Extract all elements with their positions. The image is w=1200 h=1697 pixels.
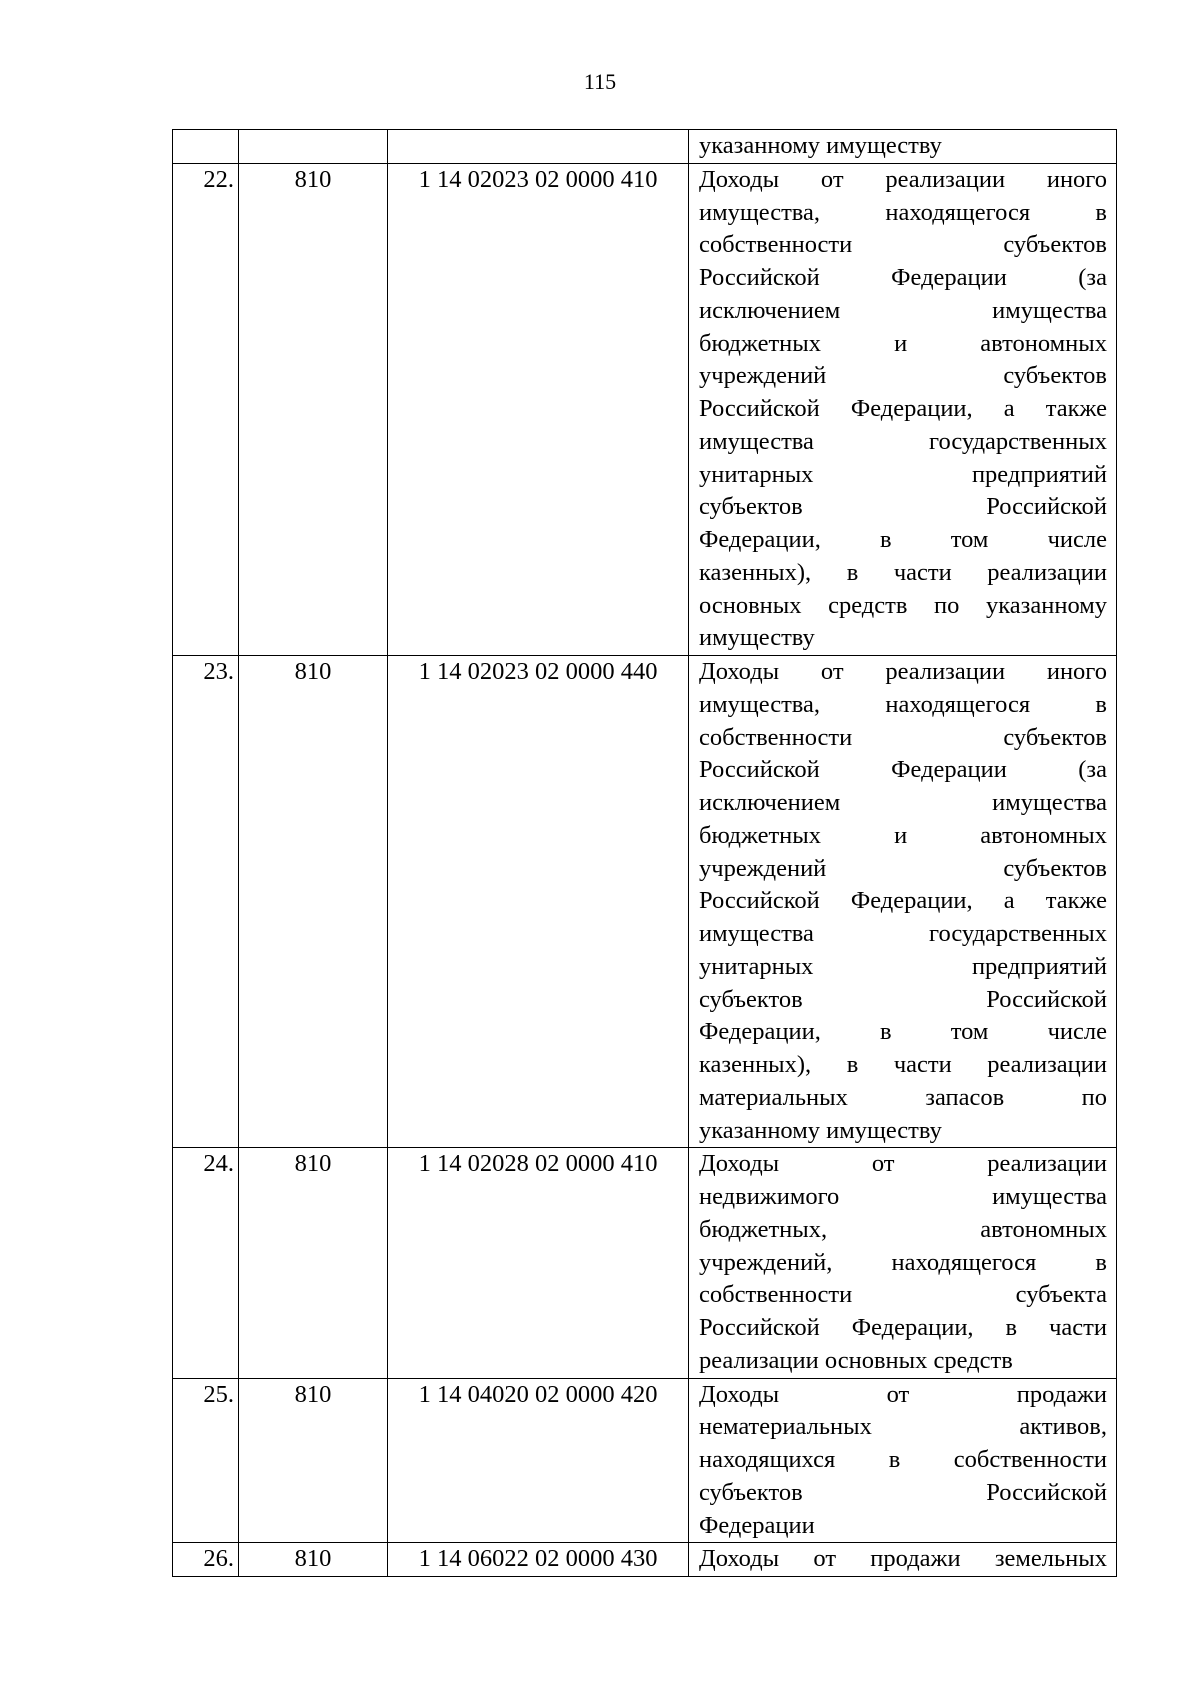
description-line: материальных запасов по (699, 1083, 1107, 1111)
revenue-description-cell (689, 1543, 1117, 1577)
row-number-cell: 24. (173, 1148, 239, 1378)
description-line: имущества государственных (699, 427, 1107, 455)
description-line: Федерации, в том числе (699, 526, 1107, 553)
description-line: Доходы от реализации иного (699, 165, 1107, 193)
table-row (173, 656, 1117, 1148)
description-line: унитарных предприятий (699, 460, 1107, 488)
description-line: находящихся в собственности (699, 1446, 1107, 1473)
revenue-description-cell (689, 1148, 1117, 1378)
description-line: собственности субъектов (699, 723, 1107, 751)
table-row (173, 1378, 1117, 1543)
revenue-codes-table (172, 129, 1117, 1577)
description-line: Доходы от продажи земельных (699, 1545, 1107, 1573)
description-line: Российской Федерации (за (699, 756, 1107, 784)
revenue-description-cell (689, 130, 1117, 164)
revenue-description-cell (689, 1378, 1117, 1543)
budget-classification-code-cell: 1 14 02023 02 0000 410 (388, 163, 689, 655)
description-line: Доходы от продажи (699, 1380, 1107, 1408)
description-line: имущества, находящегося в (699, 198, 1107, 226)
table-row (173, 1148, 1117, 1378)
description-line: Российской Федерации, а также (699, 887, 1107, 915)
table-row (173, 1543, 1117, 1577)
description-line: субъектов Российской (699, 985, 1107, 1013)
description-line: указанному имуществу (699, 1116, 942, 1144)
page-number: 115 (583, 69, 617, 94)
budget-classification-code-cell: 1 14 04020 02 0000 420 (388, 1378, 689, 1543)
description-line: исключением имущества (699, 296, 1107, 324)
table-row (173, 163, 1117, 655)
administrator-code-cell: 810 (239, 656, 388, 1148)
description-line: Российской Федерации, в части (699, 1314, 1107, 1341)
table-row (173, 130, 1117, 164)
description-line: Российской Федерации (за (699, 264, 1107, 291)
budget-classification-code-cell: 1 14 02023 02 0000 440 (388, 656, 689, 1148)
description-line: указанному имуществу (699, 132, 942, 159)
description-line: казенных), в части реализации (699, 558, 1107, 586)
description-line: Федерации, в том числе (699, 1018, 1107, 1046)
description-line: нематериальных активов, (699, 1413, 1107, 1441)
administrator-code-cell: 810 (239, 1148, 388, 1378)
description-line: Доходы от реализации иного (699, 658, 1107, 685)
description-line: основных средств по указанному (699, 591, 1107, 619)
description-line: учреждений субъектов (699, 362, 1107, 390)
revenue-description-cell (689, 656, 1117, 1148)
description-line: бюджетных и автономных (699, 821, 1107, 849)
description-line: Российской Федерации, а также (699, 395, 1107, 422)
description-line: собственности субъекта (699, 1281, 1107, 1309)
description-line: бюджетных и автономных (699, 329, 1107, 357)
budget-classification-code-cell: 1 14 06022 02 0000 430 (388, 1543, 689, 1577)
row-number-cell: 26. (173, 1543, 239, 1577)
description-line: недвижимого имущества (699, 1183, 1107, 1210)
description-line: учреждений субъектов (699, 854, 1107, 882)
description-line: имуществу (699, 624, 815, 652)
budget-classification-code-cell (388, 130, 689, 164)
row-number-cell (173, 130, 239, 164)
description-line: Доходы от реализации (699, 1150, 1107, 1178)
description-line: субъектов Российской (699, 1478, 1107, 1506)
administrator-code-cell (239, 130, 388, 164)
description-line: унитарных предприятий (699, 952, 1107, 980)
description-line: субъектов Российской (699, 493, 1107, 521)
description-line: имущества, находящегося в (699, 690, 1107, 718)
budget-classification-code-cell: 1 14 02028 02 0000 410 (388, 1148, 689, 1378)
description-line: имущества государственных (699, 920, 1107, 947)
revenue-description-cell (689, 163, 1117, 655)
row-number-cell: 22. (173, 163, 239, 655)
description-line: учреждений, находящегося в (699, 1248, 1107, 1276)
description-line: реализации основных средств (699, 1346, 1013, 1374)
administrator-code-cell: 810 (239, 163, 388, 655)
description-line: собственности субъектов (699, 231, 1107, 259)
description-line: бюджетных, автономных (699, 1215, 1107, 1243)
row-number-cell: 25. (173, 1378, 239, 1543)
description-line: исключением имущества (699, 789, 1107, 816)
table-body (173, 130, 1117, 1577)
administrator-code-cell: 810 (239, 1378, 388, 1543)
administrator-code-cell: 810 (239, 1543, 388, 1577)
description-line: казенных), в части реализации (699, 1051, 1107, 1078)
description-line: Федерации (699, 1511, 815, 1539)
row-number-cell: 23. (173, 656, 239, 1148)
